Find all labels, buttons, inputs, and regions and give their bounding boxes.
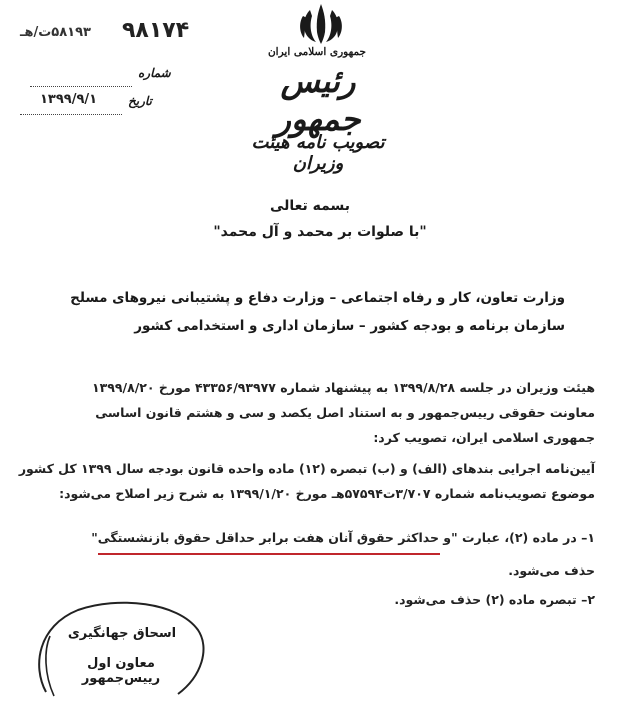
- recipients-line-2: سازمان برنامه و بودجه کشور – سازمان اداری و استخدامی کشور: [134, 318, 565, 334]
- registry-number: ۹۸۱۷۴: [122, 18, 190, 43]
- body-line-3: جمهوری اسلامی ایران، تصویب کرد:: [373, 430, 595, 445]
- number-value: ۵۸۱۹۳ت/هـ: [20, 25, 91, 40]
- registry-block: [20, 18, 200, 118]
- date-value: ۱۳۹۹/۹/۱: [40, 92, 98, 107]
- cabinet-title: تصویب نامه هیئت وزیران: [251, 132, 385, 174]
- president-title: رئیس جمهور: [275, 62, 361, 138]
- clause-1: ۱– در ماده (۲)، عبارت "و حداکثر حقوق آنان هفت برابر حداقل حقوق بازنشستگی": [91, 530, 595, 545]
- bismillah: بسمه تعالی: [269, 198, 351, 214]
- emblem-icon: [296, 2, 346, 46]
- signatory-name: اسحاق جهانگیری: [67, 626, 177, 641]
- signature-circle: [28, 596, 208, 706]
- number-label: شماره: [138, 66, 171, 80]
- body-line-2: معاونت حقوقی رییس‌جمهور و به استناد اصل یکصد و سی و هشتم قانون اساسی: [95, 405, 595, 420]
- republic-label: جمهوری اسلامی ایران: [267, 46, 367, 58]
- clause-2: ۲– تبصره ماده (۲) حذف می‌شود.: [394, 592, 595, 607]
- clause-1-end: حذف می‌شود.: [508, 563, 595, 578]
- body-line-5: موضوع تصویب‌نامه شماره ۳/۷۰۷ت۵۷۵۹۴هـ مورخ ۱۳۹۹/۱/۲۰ به شرح زیر اصلاح می‌شود:: [59, 486, 595, 501]
- signatory-title: معاون اول رییس‌جمهور: [81, 656, 161, 686]
- body-line-4: آیین‌نامه اجرایی بندهای (الف) و (ب) تبصره (۱۲) ماده واحده قانون بودجه سال ۱۳۹۹ کل کشور: [18, 461, 595, 476]
- salawat: "با صلوات بر محمد و آل محمد": [213, 224, 427, 240]
- body-line-1: هیئت وزیران در جلسه ۱۳۹۹/۸/۲۸ به پیشنهاد شماره ۴۳۳۵۶/۹۳۹۷۷ مورخ ۱۳۹۹/۸/۲۰: [92, 380, 595, 395]
- clause-1-underline: [98, 553, 440, 555]
- recipients-line-1: وزارت تعاون، کار و رفاه اجتماعی – وزارت دفاع و پشتیبانی نیروهای مسلح: [70, 290, 565, 306]
- date-label: تاریخ: [128, 94, 152, 108]
